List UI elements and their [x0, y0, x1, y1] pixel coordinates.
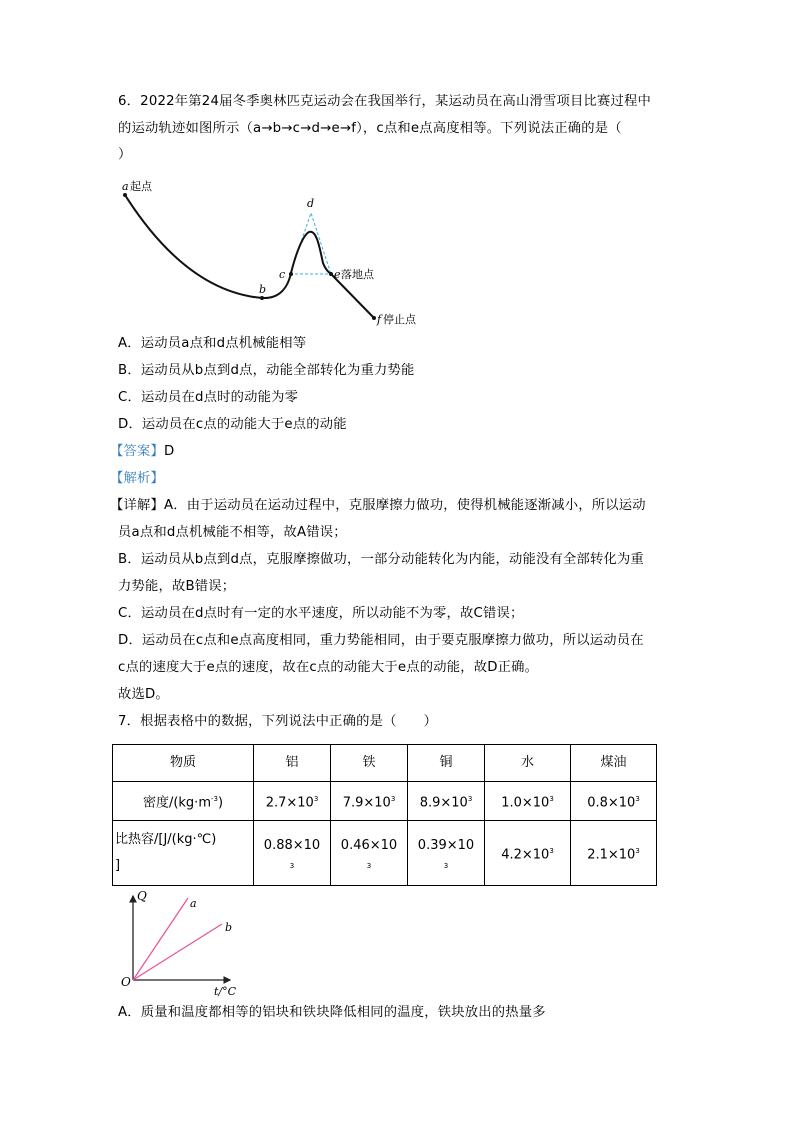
header-aluminum: 铝 — [254, 745, 331, 782]
header-water: 水 — [485, 745, 571, 782]
explanation-text-1: A．由于运动员在运动过程中，克服摩擦力做功，使得机械能逐渐减小，所以运动 — [164, 498, 646, 513]
detail-tag: 【详解】 — [110, 498, 164, 513]
label-e-text: 落地点 — [341, 268, 374, 281]
q6-stem-line-1: 6．2022年第24届冬季奥林匹克运动会在我国举行，某运动员在高山滑雪项目比赛过程中 — [118, 94, 652, 109]
table-header-row — [113, 745, 657, 782]
label-a-text: 起点 — [130, 180, 152, 193]
density-iron: $7.9\times 10^3$ — [331, 782, 408, 821]
line-a — [133, 898, 188, 980]
header-copper: 铜 — [408, 745, 485, 782]
q6-stem-line-2: 的运动轨迹如图所示（a→b→c→d→e→f），c点和e点高度相等。下列说法正确的是（ — [118, 121, 622, 136]
explanation-line-8: 故选D。 — [118, 687, 169, 702]
q6-option-d: D．运动员在c点的动能大于e点的动能 — [118, 417, 347, 432]
explanation-line-3: B．运动员从b点到d点，克服摩擦做功，一部分动能转化为内能，动能没有全部转化为重 — [118, 552, 644, 567]
q7-option-a: A．质量和温度都相等的铝块和铁块降低相同的温度，铁块放出的热量多 — [118, 1005, 546, 1020]
analysis-tag: 【解析】 — [110, 471, 164, 486]
density-water: $1.0\times 10^3$ — [485, 782, 571, 821]
explanation-line-4: 力势能，故B错误； — [118, 579, 236, 594]
point-b — [260, 296, 264, 300]
answer-value: D — [164, 444, 175, 459]
heat-kerosene: $2.1\times 10^3$ — [571, 821, 657, 886]
heat-iron: 0.46×10 3 — [331, 821, 408, 886]
origin-label: O — [121, 975, 131, 989]
q7-stem: 7．根据表格中的数据，下列说法中正确的是（ ） — [118, 714, 438, 729]
label-a: a — [122, 180, 129, 193]
x-axis-label: t/°C — [214, 985, 237, 998]
specific-heat-label: 比热容/[J/(kg·℃) ] — [113, 821, 254, 886]
q-t-graph — [110, 888, 260, 1000]
heat-water: $4.2\times 10^3$ — [485, 821, 571, 886]
point-c — [289, 272, 293, 276]
label-f: f — [377, 313, 382, 326]
explanation-line-6: D．运动员在c点和e点高度相同，重力势能相同，由于要克服摩擦力做功，所以运动员在 — [118, 633, 644, 648]
density-kerosene: $0.8\times 10^3$ — [571, 782, 657, 821]
density-aluminum: $2.7\times 10^3$ — [254, 782, 331, 821]
answer-line — [110, 443, 174, 461]
label-f-text: 停止点 — [383, 313, 416, 326]
density-label: 密度$/(kg\cdot m^{-3})$ — [113, 782, 254, 821]
table-row-specific-heat — [113, 821, 657, 886]
header-kerosene: 煤油 — [571, 745, 657, 782]
trajectory-figure — [110, 175, 430, 330]
label-e: e — [334, 268, 341, 281]
label-c: c — [279, 268, 286, 281]
y-axis-label: Q — [137, 889, 147, 903]
q6-option-b: B．运动员从b点到d点，动能全部转化为重力势能 — [118, 363, 415, 378]
line-b — [133, 924, 222, 980]
trajectory-curve — [125, 195, 374, 318]
answer-tag: 【答案】 — [110, 444, 164, 459]
explanation-line-2: 员a点和d点机械能不相等，故A错误； — [118, 525, 347, 540]
point-a — [123, 193, 127, 197]
label-d: d — [307, 197, 315, 210]
explanation-line-5: C．运动员在d点时有一定的水平速度，所以动能不为零，故C错误； — [118, 606, 524, 621]
q6-option-c: C．运动员在d点时的动能为零 — [118, 390, 299, 405]
header-substance: 物质 — [113, 745, 254, 782]
point-f — [372, 316, 376, 320]
explanation-line-1 — [110, 497, 646, 515]
q6-stem-line-3: ） — [118, 147, 132, 162]
explanation-line-7: c点的速度大于e点的速度，故在c点的动能大于e点的动能，故D正确。 — [118, 660, 539, 675]
heat-aluminum: 0.88×10 3 — [254, 821, 331, 886]
table-row-density — [113, 782, 657, 821]
q6-option-a: A．运动员a点和d点机械能相等 — [118, 336, 307, 351]
heat-copper: 0.39×10 3 — [408, 821, 485, 886]
point-e — [329, 272, 333, 276]
density-copper: $8.9\times 10^3$ — [408, 782, 485, 821]
line-a-label: a — [190, 897, 197, 910]
label-b: b — [259, 283, 267, 296]
header-iron: 铁 — [331, 745, 408, 782]
substance-table — [112, 744, 657, 886]
line-b-label: b — [225, 921, 233, 934]
